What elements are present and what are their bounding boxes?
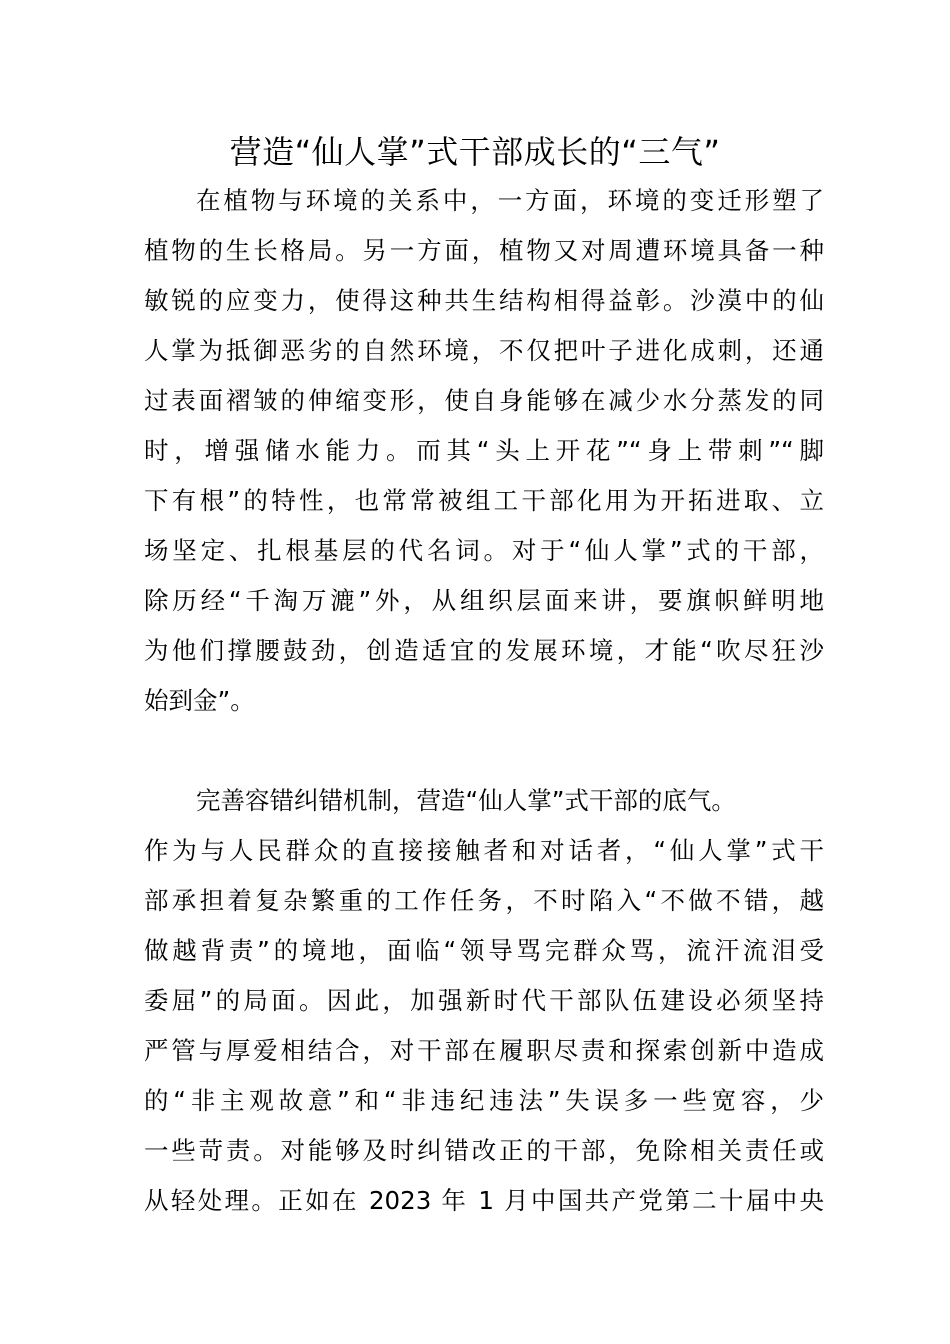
paragraph-line: 敏锐的应变力，使得这种共生结构相得益彰。沙漠中的仙 xyxy=(144,286,824,315)
paragraph-line: 完善容错纠错机制，营造“仙人掌”式干部的底气。 xyxy=(196,786,736,815)
paragraph-line: 在植物与环境的关系中，一方面，环境的变迁形塑了 xyxy=(196,186,824,215)
paragraph-tolerance-mechanism xyxy=(144,776,824,1226)
paragraph-line: 始到金”。 xyxy=(144,686,255,715)
paragraph-line: 下有根”的特性，也常常被组工干部化用为开拓进取、立 xyxy=(144,486,824,515)
paragraph-line: 严管与厚爱相结合，对干部在履职尽责和探索创新中造成 xyxy=(144,1036,824,1065)
paragraph-line: 场坚定、扎根基层的代名词。对于“仙人掌”式的干部， xyxy=(144,536,824,565)
paragraph-line: 委屈”的局面。因此，加强新时代干部队伍建设必须坚持 xyxy=(144,986,824,1015)
paragraph-line: 从轻处理。正如在 2023 年 1 月中国共产党第二十届中央 xyxy=(144,1186,824,1215)
paragraph-line: 人掌为抵御恶劣的自然环境，不仅把叶子进化成刺，还通 xyxy=(144,336,824,365)
paragraph-line: 做越背责”的境地，面临“领导骂完群众骂，流汗流泪受 xyxy=(144,936,824,965)
paragraph-line: 植物的生长格局。另一方面，植物又对周遭环境具备一种 xyxy=(144,236,824,265)
paragraph-line: 过表面褶皱的伸缩变形，使自身能够在减少水分蒸发的同 xyxy=(144,386,824,415)
paragraph-line: 为他们撑腰鼓劲，创造适宜的发展环境，才能“吹尽狂沙 xyxy=(144,636,824,665)
paragraph-line: 的“非主观故意”和“非违纪违法”失误多一些宽容，少 xyxy=(144,1086,824,1115)
paragraph-intro xyxy=(144,176,824,726)
paragraph-line: 除历经“千淘万漉”外，从组织层面来讲，要旗帜鲜明地 xyxy=(144,586,824,615)
paragraph-line: 一些苛责。对能够及时纠错改正的干部，免除相关责任或 xyxy=(144,1136,824,1165)
paragraph-line: 时，增强储水能力。而其“头上开花”“身上带刺”“脚 xyxy=(144,436,824,465)
paragraph-line: 部承担着复杂繁重的工作任务，不时陷入“不做不错，越 xyxy=(144,886,824,915)
document-title: 营造“仙人掌”式干部成长的“三气” xyxy=(229,133,721,171)
paragraph-line: 作为与人民群众的直接接触者和对话者，“仙人掌”式干 xyxy=(144,836,824,865)
